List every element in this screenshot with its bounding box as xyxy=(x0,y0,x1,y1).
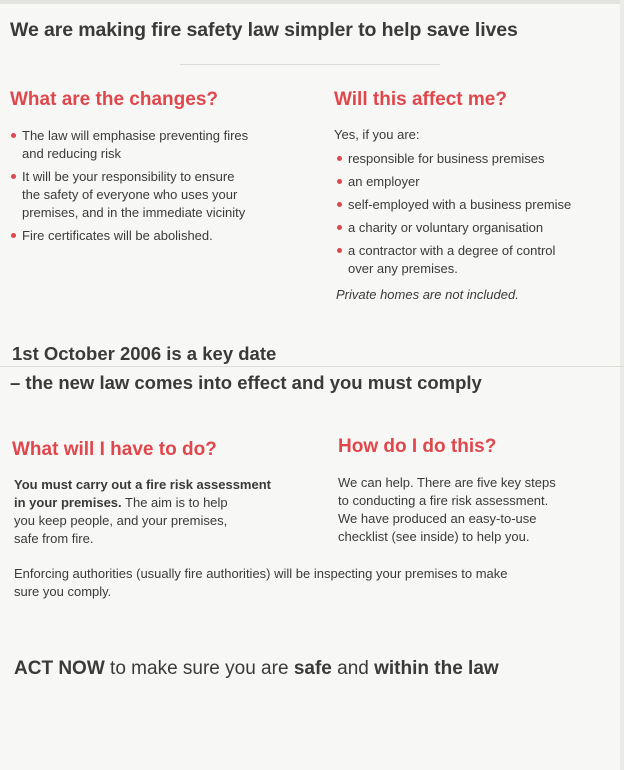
affect-item xyxy=(336,242,620,278)
fold-line xyxy=(0,366,624,367)
line: and reducing risk xyxy=(22,146,121,161)
fold-line xyxy=(180,64,440,65)
todo-text xyxy=(14,476,324,548)
enforcing-line: Enforcing authorities (usually fire authorities) will be inspecting your premises to make xyxy=(14,566,508,581)
affect-heading: Will this affect me? xyxy=(334,89,507,110)
how-line: checklist (see inside) to help you. xyxy=(338,529,530,544)
bullet-icon xyxy=(337,248,342,253)
changes-item xyxy=(10,127,310,163)
affect-item xyxy=(336,196,620,214)
page-top-edge xyxy=(0,0,624,4)
how-line: We have produced an easy-to-use xyxy=(338,511,537,526)
changes-heading: What are the changes? xyxy=(10,89,218,110)
affect-intro: Yes, if you are: xyxy=(334,127,420,142)
how-text xyxy=(338,474,618,546)
line: over any premises. xyxy=(348,261,458,276)
line: a contractor with a degree of control xyxy=(348,243,556,258)
line: the safety of everyone who uses your xyxy=(22,187,238,202)
line: It will be your responsibility to ensure xyxy=(22,169,235,184)
affect-item xyxy=(336,173,620,191)
act-now-text: to make sure you are xyxy=(104,658,294,679)
changes-list xyxy=(10,127,310,250)
affect-item xyxy=(336,150,620,168)
bullet-icon xyxy=(337,225,342,230)
act-now-law: within the law xyxy=(374,658,499,679)
affect-list xyxy=(336,150,620,283)
affect-item xyxy=(336,219,620,237)
how-line: to conducting a fire risk assessment. xyxy=(338,493,549,508)
line: an employer xyxy=(348,174,420,189)
act-now-emphasis: ACT NOW xyxy=(14,658,105,679)
act-now-text: and xyxy=(331,658,375,679)
bullet-icon xyxy=(11,133,16,138)
key-date-line2: – the new law comes into effect and you must comply xyxy=(10,372,482,393)
changes-item xyxy=(10,227,310,245)
affect-note: Private homes are not included. xyxy=(336,287,519,302)
todo-heading: What will I have to do? xyxy=(12,439,217,460)
line: responsible for business premises xyxy=(348,151,545,166)
todo-line: The aim is to help xyxy=(125,495,228,510)
scan-edge xyxy=(620,0,624,770)
todo-bold-line: You must carry out a fire risk assessment xyxy=(14,477,271,492)
enforcing-line: sure you comply. xyxy=(14,584,112,599)
enforcing-text xyxy=(14,565,614,601)
line: Fire certificates will be abolished. xyxy=(22,228,213,243)
todo-line: you keep people, and your premises, xyxy=(14,513,228,528)
key-date-line1: 1st October 2006 is a key date xyxy=(12,343,277,364)
todo-bold-line: in your premises. xyxy=(14,495,122,510)
main-title: We are making fire safety law simpler to help save lives xyxy=(10,19,518,41)
how-heading: How do I do this? xyxy=(338,436,497,457)
line: a charity or voluntary organisation xyxy=(348,220,544,235)
act-now-line xyxy=(14,658,499,680)
line: premises, and in the immediate vicinity xyxy=(22,205,246,220)
line: The law will emphasise preventing fires xyxy=(22,128,249,143)
bullet-icon xyxy=(337,179,342,184)
bullet-icon xyxy=(337,156,342,161)
bullet-icon xyxy=(11,174,16,179)
changes-item xyxy=(10,168,310,222)
todo-line: safe from fire. xyxy=(14,531,94,546)
act-now-safe: safe xyxy=(293,658,332,679)
bullet-icon xyxy=(11,233,16,238)
bullet-icon xyxy=(337,202,342,207)
line: self-employed with a business premise xyxy=(348,197,572,212)
how-line: We can help. There are five key steps xyxy=(338,475,556,490)
